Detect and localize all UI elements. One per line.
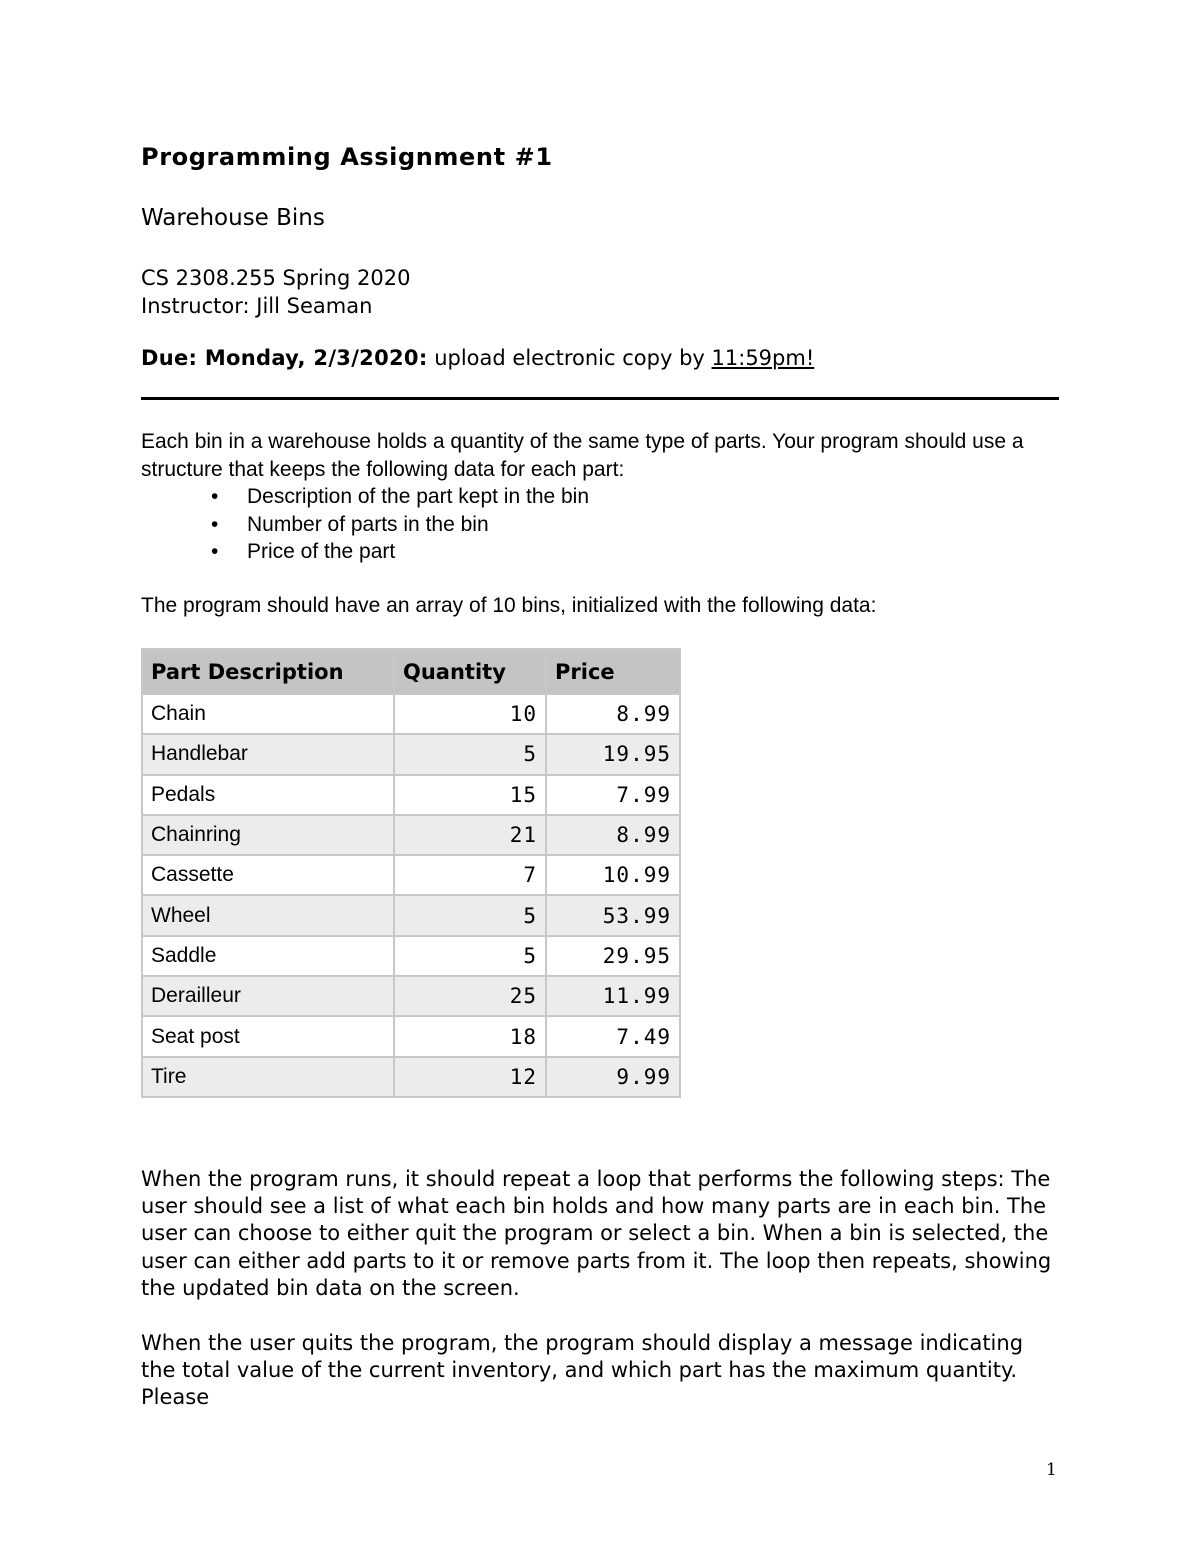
header-part-description: Part Description [142,649,394,694]
table-header-row [142,649,680,694]
bullet-icon: • [211,485,219,508]
assignment-subtitle: Warehouse Bins [141,205,325,231]
instructor-line: Instructor: Jill Seaman [141,294,373,318]
table-row [142,815,680,855]
part-quantity: 21 [394,815,546,855]
list-item: • Number of parts in the bin [141,511,589,539]
due-label: Due: Monday, 2/3/2020: [141,346,428,370]
horizontal-rule [141,397,1059,400]
page-title: Programming Assignment #1 [141,143,553,171]
table-row [142,1016,680,1056]
part-description: Seat post [142,1016,394,1056]
list-item: • Price of the part [141,538,589,566]
bullet-icon: • [211,512,219,536]
part-quantity: 5 [394,936,546,976]
table-row [142,734,680,774]
part-quantity: 15 [394,775,546,815]
part-description: Derailleur [142,976,394,1016]
part-price: 7.49 [546,1016,680,1056]
due-line [141,346,814,370]
loop-paragraph: When the program runs, it should repeat a loop that performs the following steps: The user should see a list of what each bin holds and how many parts are in each bin. The user can choose to either quit the program or select a bin. When a bin is selected, the user can either add parts to it or remove parts from it. The loop then repeats, showing the updated bin data on the screen. [141,1167,1052,1300]
part-price: 11.99 [546,976,680,1016]
part-price: 19.95 [546,734,680,774]
table-row [142,976,680,1016]
part-quantity: 7 [394,855,546,895]
part-price: 10.99 [546,855,680,895]
page-number: 1 [1046,1460,1057,1480]
part-price: 8.99 [546,815,680,855]
table-row [142,895,680,935]
due-text: upload electronic copy by [427,346,712,370]
table-row [142,936,680,976]
table-row [142,775,680,815]
part-description: Handlebar [142,734,394,774]
part-description: Saddle [142,936,394,976]
due-time: 11:59pm! [711,346,815,370]
part-quantity: 5 [394,734,546,774]
part-price: 7.99 [546,775,680,815]
array-paragraph: The program should have an array of 10 bins, initialized with the following data: [141,594,877,617]
header-quantity: Quantity [394,649,546,694]
part-description: Tire [142,1057,394,1097]
field-bullet-list [141,483,589,566]
intro-paragraph: Each bin in a warehouse holds a quantity of the same type of parts. Your program should use a structure that keeps the following data for each part: [141,430,1024,481]
table-row [142,694,680,734]
table-row [142,855,680,895]
part-price: 9.99 [546,1057,680,1097]
part-description: Chain [142,694,394,734]
part-quantity: 25 [394,976,546,1016]
bins-table [141,648,681,1098]
part-price: 29.95 [546,936,680,976]
part-quantity: 12 [394,1057,546,1097]
part-description: Wheel [142,895,394,935]
part-quantity: 5 [394,895,546,935]
course-line: CS 2308.255 Spring 2020 [141,266,411,290]
table-row [142,1057,680,1097]
course-info [141,264,410,320]
part-price: 53.99 [546,895,680,935]
part-description: Pedals [142,775,394,815]
bullet-icon: • [211,540,219,563]
list-item: • Description of the part kept in the bin [141,483,589,511]
quit-paragraph: When the user quits the program, the program should display a message indicating the total value of the current inventory, and which part has the maximum quantity. Please [141,1331,1024,1410]
part-price: 8.99 [546,694,680,734]
header-price: Price [546,649,680,694]
part-description: Chainring [142,815,394,855]
part-description: Cassette [142,855,394,895]
part-quantity: 18 [394,1016,546,1056]
part-quantity: 10 [394,694,546,734]
